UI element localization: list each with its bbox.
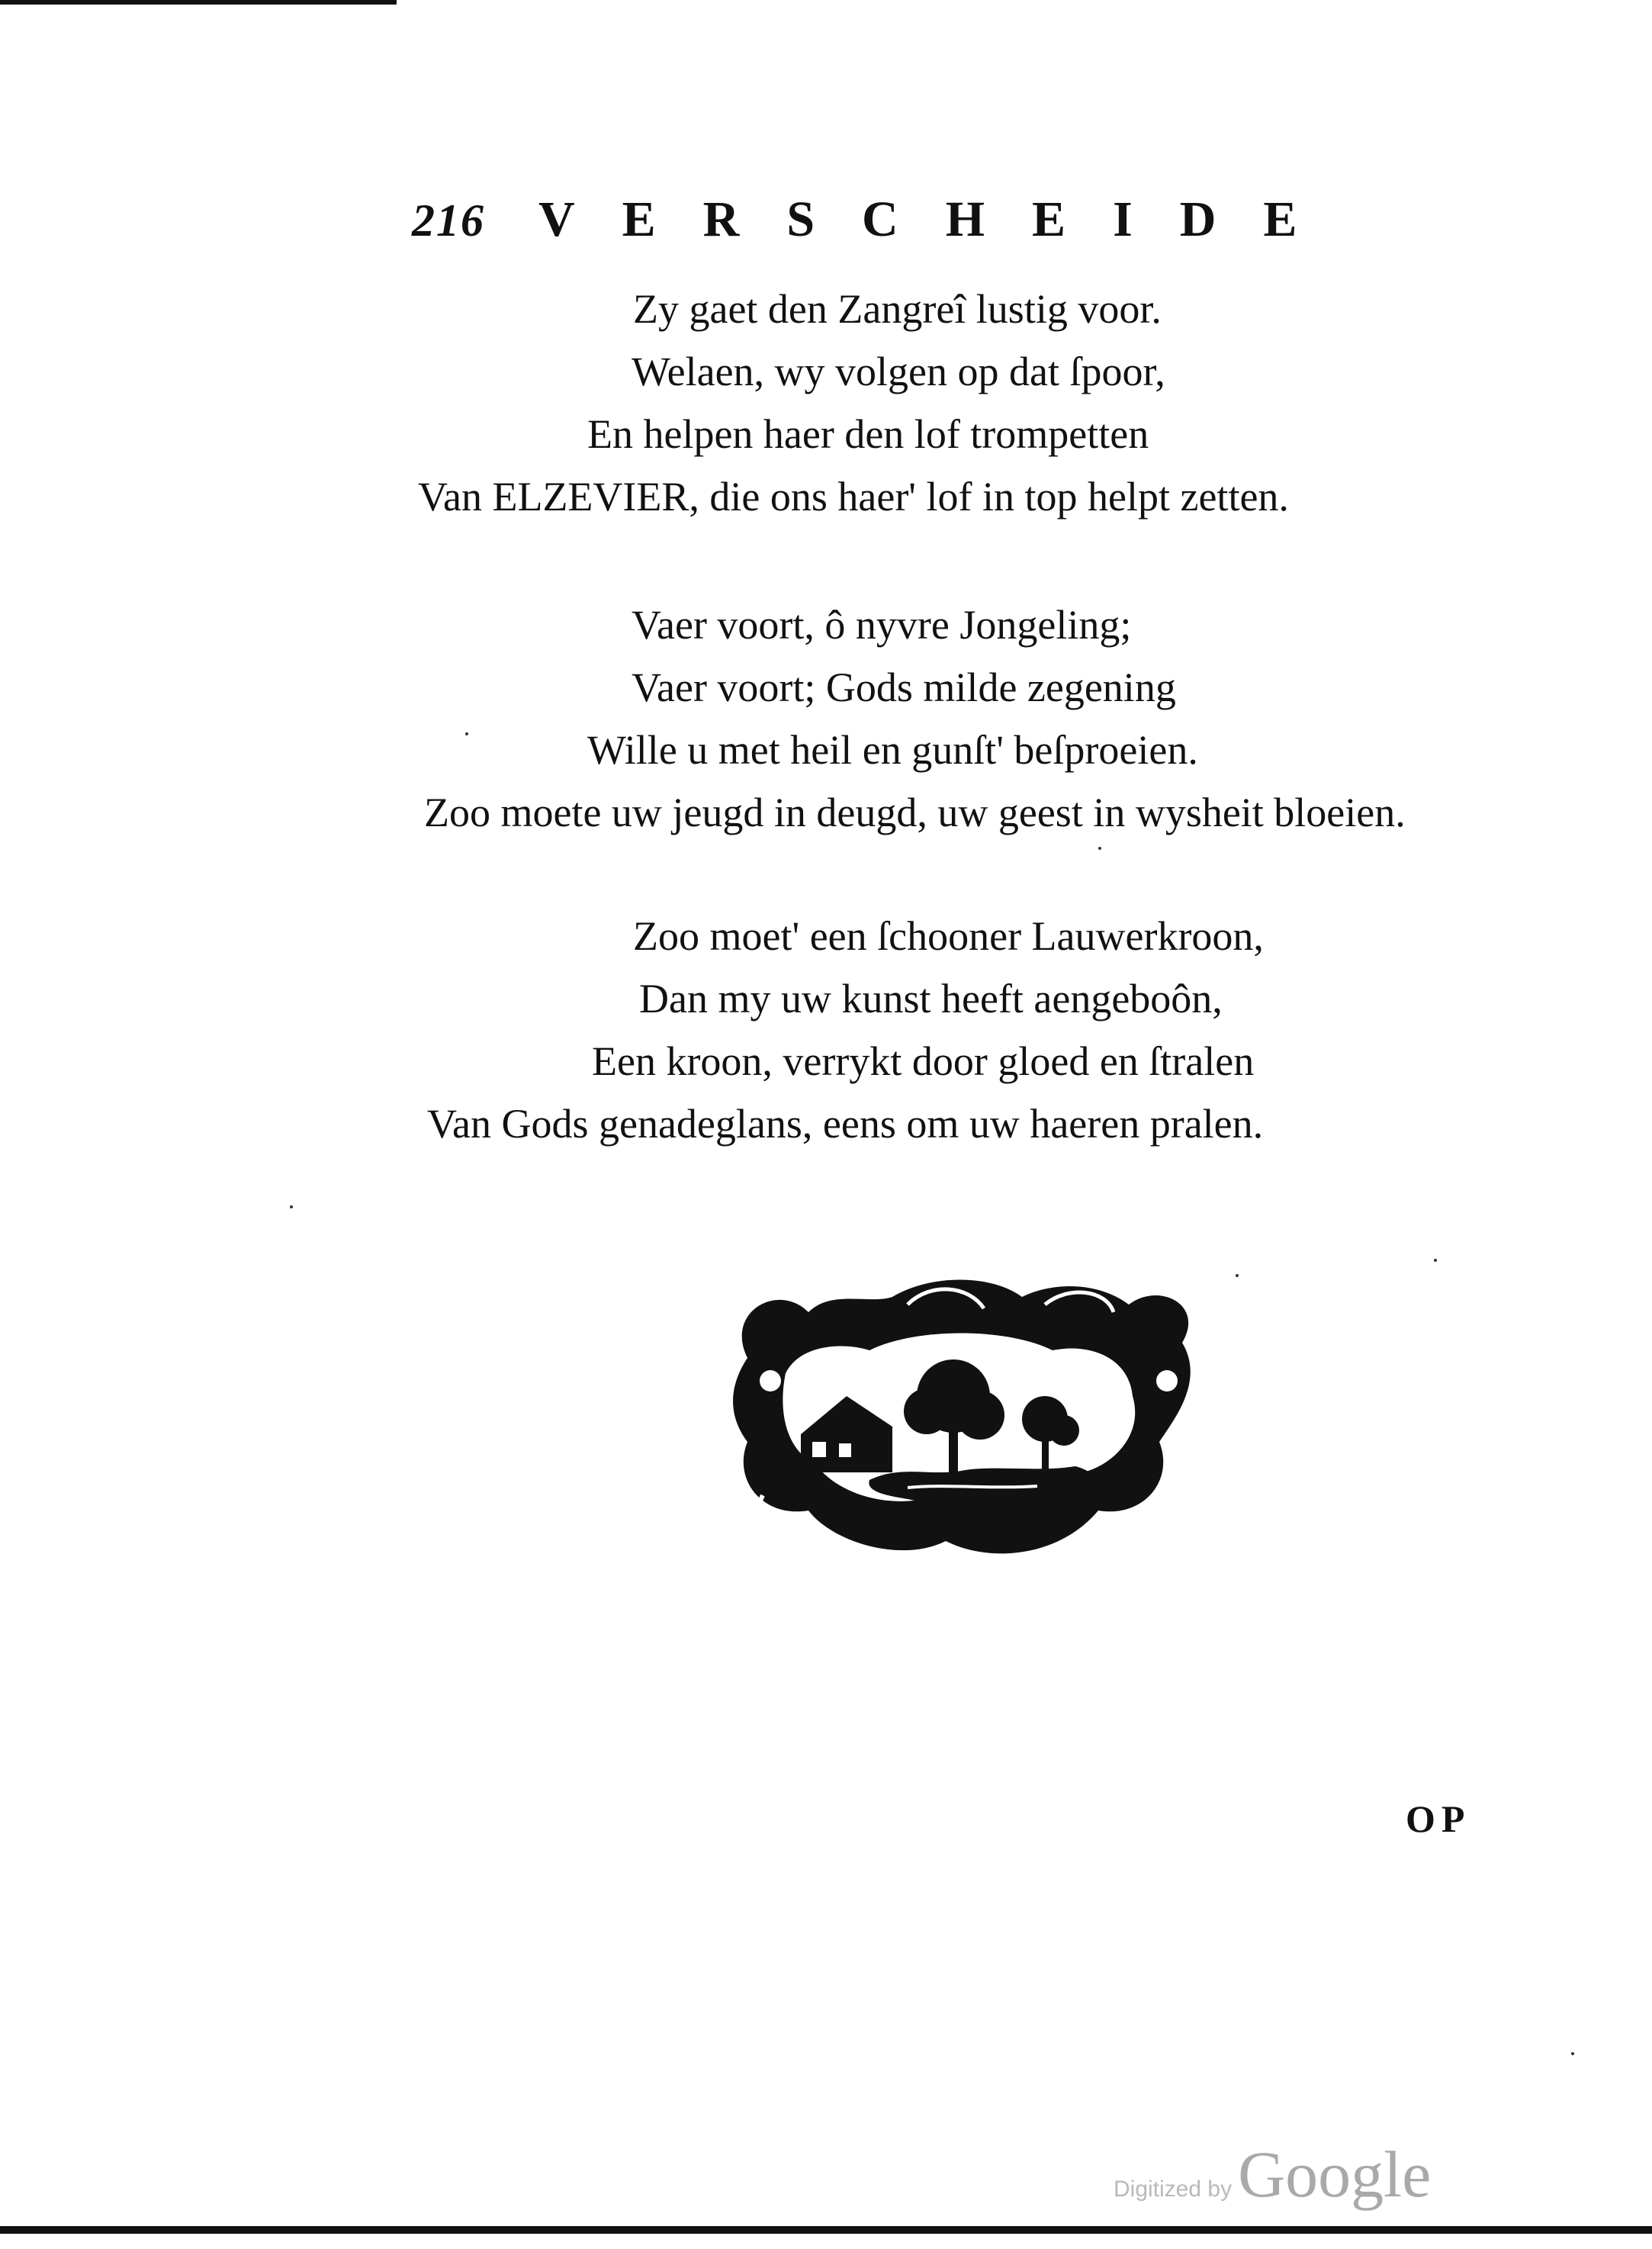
print-speck: [290, 1205, 293, 1208]
watermark-prefix: Digitized by: [1114, 2177, 1233, 2202]
verse-line: Wille u met heil en gunſt' beſproeien.: [587, 727, 1198, 773]
print-speck: [465, 732, 468, 735]
print-speck: [1098, 847, 1101, 850]
vignette-ornament: [717, 1266, 1205, 1572]
verse-line: En helpen haer den lof trompetten: [587, 411, 1149, 457]
page-number: 216: [412, 195, 485, 246]
verse-line: Zoo moet' een ſchooner Lauwerkroon,: [633, 913, 1264, 959]
print-speck: [1236, 1274, 1239, 1277]
print-speck: [1434, 1259, 1437, 1262]
verse-line: Van Gods genadeglans, eens om uw haeren pralen.: [427, 1101, 1264, 1147]
verse-line: Van ELZEVIER, die ons haer' lof in top helpt zetten.: [418, 474, 1289, 520]
running-head: [412, 191, 1365, 259]
verse-line: Zy gaet den Zangreî lustig voor.: [633, 286, 1162, 332]
catchword: OP: [1406, 1797, 1471, 1840]
print-speck: [1571, 2052, 1574, 2055]
verse-line: Vaer voort, ô nyvre Jongeling;: [632, 602, 1132, 648]
top-edge-rule: [0, 0, 397, 5]
verse-line: Dan my uw kunst heeft aengeboôn,: [639, 976, 1223, 1022]
watermark-brand-logo: Google: [1238, 2138, 1432, 2211]
verse-line: Zoo moete uw jeugd in deugd, uw geest in wysheit bloeien.: [424, 790, 1406, 835]
verse-line: Welaen, wy volgen op dat ſpoor,: [632, 349, 1165, 394]
section-title: VERSCHEIDE: [538, 191, 1345, 247]
digitization-watermark: [1114, 2136, 1431, 2212]
verse-line: Vaer voort; Gods milde zegening: [632, 664, 1176, 710]
bottom-edge-rule: [0, 2226, 1652, 2234]
verse-line: Een kroon, verrykt door gloed en ſtralen: [592, 1038, 1255, 1084]
